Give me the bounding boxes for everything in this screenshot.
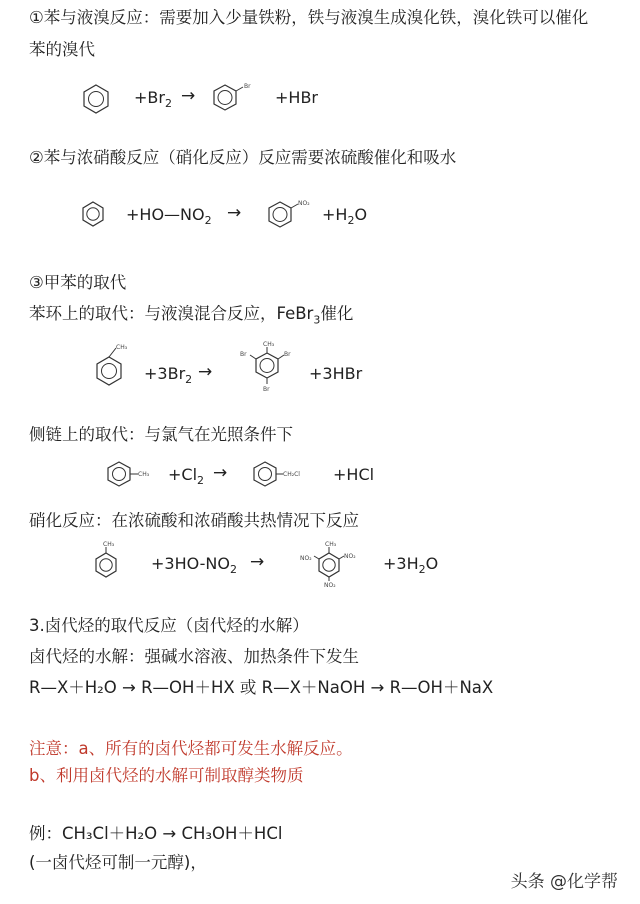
eq4-reagent: $+Cl_2$ [168,465,205,488]
eq5-arrow: → [250,552,265,572]
no2-label: NO₂ [344,553,356,560]
section1-title-line1: ①苯与液溴反应：需要加入少量铁粉，铁与液溴生成溴化铁，溴化铁可以催化 [29,8,589,27]
eq2-byproduct: $+H_2O$ [322,205,368,228]
eq1-arrow: → [181,86,196,106]
ring-substitution-line: 苯环上的取代：与液溴混合反应，FeBr$_3$催化 [29,304,354,327]
section2-title: ②苯与浓硝酸反应（硝化反应）反应需要浓硫酸催化和吸水 [29,148,457,167]
ch3-label: CH₃ [103,541,115,548]
section1-title-line2: 苯的溴代 [29,40,95,59]
hydrolysis-desc: 卤代烃的水解：强碱水溶液、加热条件下发生 [29,647,359,666]
side-chain-line: 侧链上的取代：与氯气在光照条件下 [29,425,293,444]
eq4-byproduct: +HCl [333,465,375,484]
watermark: 头条 @化学帮 [510,872,618,892]
eq1-reagent: $+Br_2$ [134,88,172,111]
benzene-structure [81,201,105,227]
ch3-label: CH₃ [325,541,337,548]
benzene-structure [82,84,110,114]
section3-title: ③甲苯的取代 [29,273,127,292]
eq2-reagent: $+HO—NO_2$ [126,205,212,228]
tnt-structure [297,540,365,588]
note-line-a: 注意：a、所有的卤代烃都可发生水解反应。 [29,739,353,758]
tribromotoluene-structure [236,338,298,396]
bromobenzene-structure [213,82,253,114]
no2-label: NO₂ [298,200,310,207]
nitration-line: 硝化反应：在浓硫酸和浓硝酸共热情况下反应 [29,511,359,530]
eq4-arrow: → [213,463,228,483]
br-label: Br [284,351,291,358]
br-label: Br [263,386,270,393]
no2-label: NO₂ [300,555,312,562]
eq5-byproduct: $+3H_2O$ [383,554,439,577]
eq1-byproduct: +HBr [275,88,318,107]
eq5-reagent: $+3HO-NO_2$ [151,554,237,577]
ch3-label: CH₃ [116,344,128,351]
no2-label: NO₂ [324,582,336,589]
br-label: Br [240,351,247,358]
br-label: Br [244,83,251,90]
benzyl-chloride-structure [253,460,313,488]
toluene-side-structure [107,460,155,488]
nitrobenzene-structure [268,198,314,230]
toluene-structure [96,342,136,388]
eq3-reagent: $+3Br_2$ [144,364,193,387]
note-line-b: b、利用卤代烃的水解可制取醇类物质 [29,766,304,785]
hydrolysis-equation: R—X＋H₂O → R—OH＋HX 或 R—X＋NaOH → R—OH＋NaX [29,678,494,697]
toluene-structure [94,540,124,580]
eq2-arrow: → [227,203,242,223]
section4-title: 3.卤代烃的取代反应（卤代烃的水解） [29,616,309,635]
eq3-arrow: → [198,362,213,382]
example-equation: 例：CH₃Cl＋H₂O → CH₃OH＋HCl [29,824,283,843]
ch2cl-label: CH₂Cl [283,471,300,478]
ch3-label: CH₃ [263,341,275,348]
example-note: (一卤代烃可制一元醇)， [29,853,207,872]
eq3-byproduct: +3HBr [309,364,363,383]
ch3-label: CH₃ [138,471,150,478]
